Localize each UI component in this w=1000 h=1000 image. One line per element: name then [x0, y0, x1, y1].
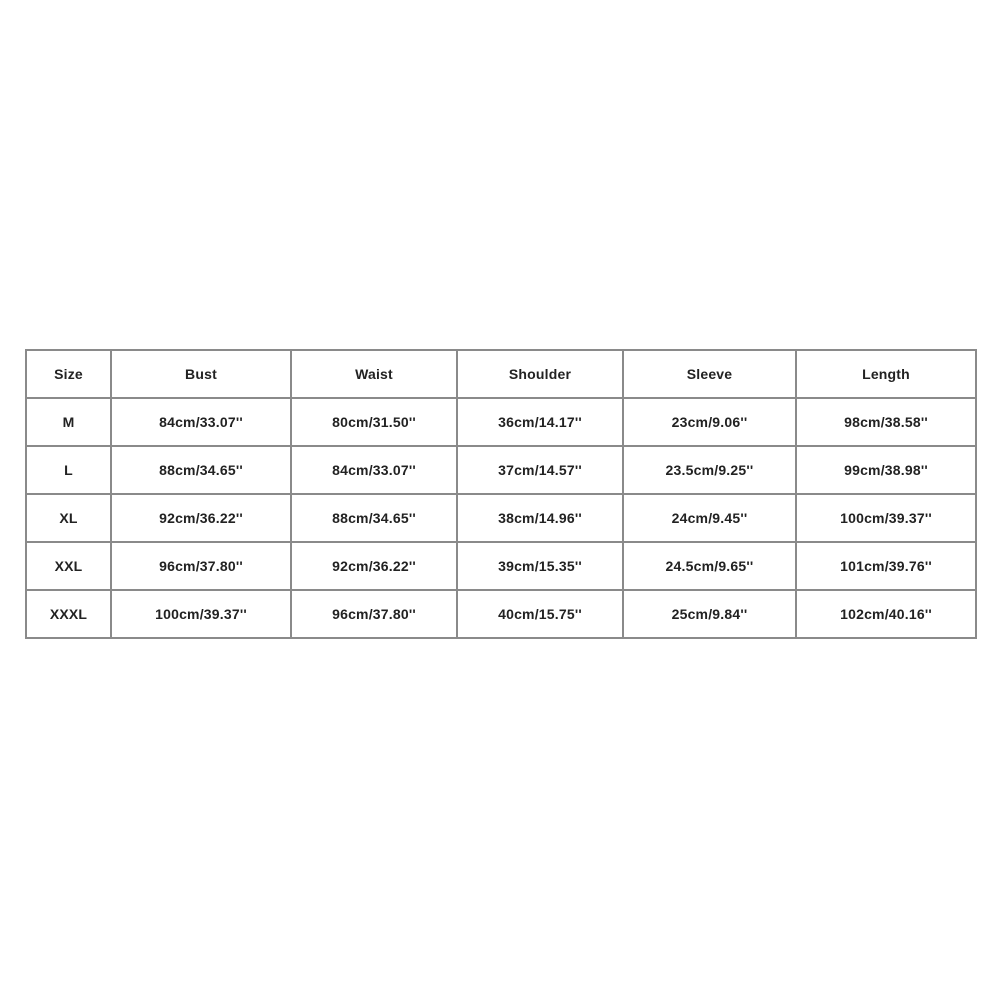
table-row: [26, 542, 976, 590]
table-row: [26, 590, 976, 638]
cell-bust: 84cm/33.07'': [111, 398, 291, 446]
cell-waist: 92cm/36.22'': [291, 542, 457, 590]
cell-size: XXL: [26, 542, 111, 590]
header-bust: Bust: [111, 350, 291, 398]
cell-sleeve: 24.5cm/9.65'': [623, 542, 796, 590]
cell-bust: 92cm/36.22'': [111, 494, 291, 542]
cell-length: 98cm/38.58'': [796, 398, 976, 446]
table-row: [26, 398, 976, 446]
cell-size: M: [26, 398, 111, 446]
cell-waist: 80cm/31.50'': [291, 398, 457, 446]
cell-sleeve: 25cm/9.84'': [623, 590, 796, 638]
cell-length: 100cm/39.37'': [796, 494, 976, 542]
cell-shoulder: 39cm/15.35'': [457, 542, 623, 590]
cell-shoulder: 40cm/15.75'': [457, 590, 623, 638]
header-sleeve: Sleeve: [623, 350, 796, 398]
cell-waist: 96cm/37.80'': [291, 590, 457, 638]
cell-shoulder: 36cm/14.17'': [457, 398, 623, 446]
cell-sleeve: 23.5cm/9.25'': [623, 446, 796, 494]
cell-sleeve: 24cm/9.45'': [623, 494, 796, 542]
table-row: [26, 494, 976, 542]
cell-length: 99cm/38.98'': [796, 446, 976, 494]
header-length: Length: [796, 350, 976, 398]
cell-bust: 100cm/39.37'': [111, 590, 291, 638]
cell-size: L: [26, 446, 111, 494]
header-shoulder: Shoulder: [457, 350, 623, 398]
cell-bust: 88cm/34.65'': [111, 446, 291, 494]
cell-waist: 84cm/33.07'': [291, 446, 457, 494]
size-chart-table: [25, 349, 977, 639]
cell-bust: 96cm/37.80'': [111, 542, 291, 590]
header-waist: Waist: [291, 350, 457, 398]
cell-size: XXXL: [26, 590, 111, 638]
cell-size: XL: [26, 494, 111, 542]
header-row: [26, 350, 976, 398]
cell-waist: 88cm/34.65'': [291, 494, 457, 542]
cell-sleeve: 23cm/9.06'': [623, 398, 796, 446]
header-size: Size: [26, 350, 111, 398]
cell-shoulder: 38cm/14.96'': [457, 494, 623, 542]
cell-length: 101cm/39.76'': [796, 542, 976, 590]
cell-shoulder: 37cm/14.57'': [457, 446, 623, 494]
table-row: [26, 446, 976, 494]
cell-length: 102cm/40.16'': [796, 590, 976, 638]
